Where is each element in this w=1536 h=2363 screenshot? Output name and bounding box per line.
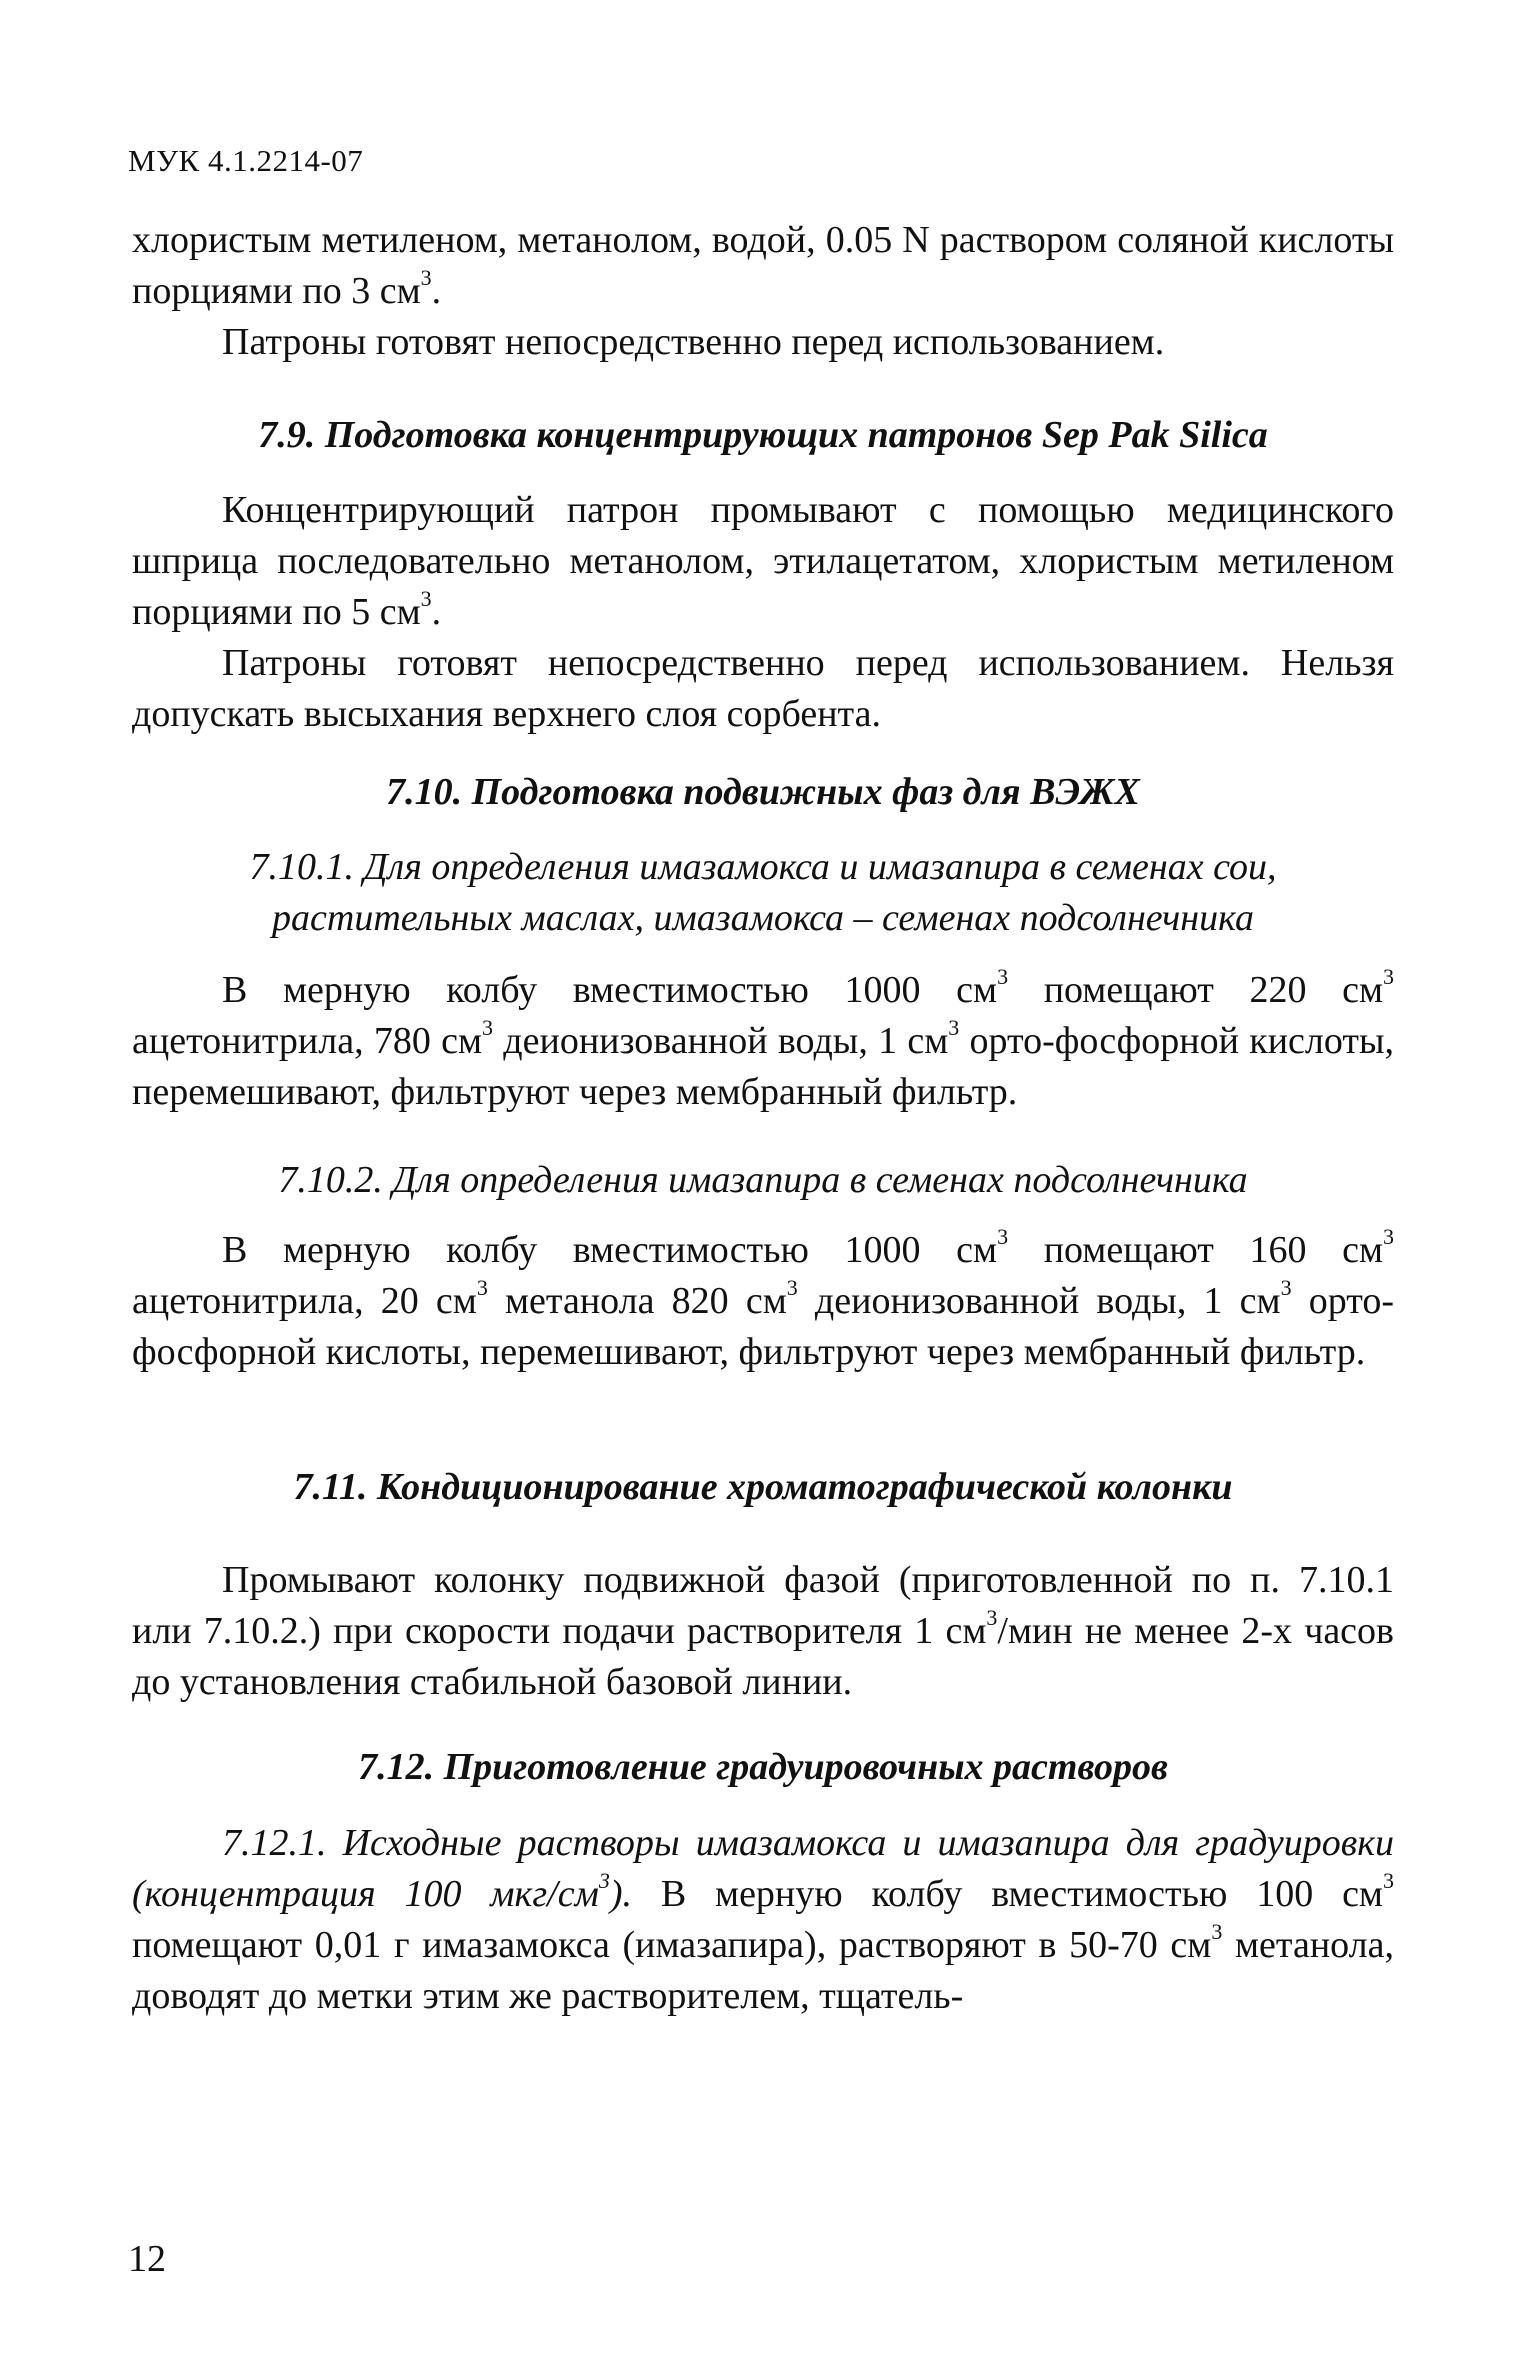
subsection-heading-7-10-1: [132, 842, 1394, 944]
paragraph-text: метанола 820 см: [487, 1280, 787, 1322]
superscript: 3: [598, 1868, 610, 1894]
paragraph-text: орто-фосфорной кислоты, перемешивают, фильтруют через мембранный фильтр.: [132, 1020, 1395, 1113]
paragraph-text: .: [431, 270, 442, 312]
section-heading-7-11: 7.11. Кондиционирование хроматографической колонки: [293, 1466, 1233, 1508]
paragraph-text: В мерную колбу вместимостью 1000 см: [222, 1229, 998, 1271]
superscript: 3: [420, 586, 432, 612]
paragraph-text: орто-фосфорной кислоты, перемешивают, фильтруют через мембранный фильтр.: [132, 1280, 1394, 1373]
inline-subheading: ).: [609, 1873, 632, 1915]
paragraph-text: Концентрирующий патрон промывают с помощью медицинского шприца последовательно метанолом, этилацетатом, хлористым метиленом порциями по 5 см: [132, 489, 1394, 633]
paragraph-text: метанола, доводят до метки этим же растворителем, тщатель-: [132, 1924, 1394, 2017]
section-heading-7-9: 7.9. Подготовка концентрирующих патронов Sep Pak Silica: [258, 414, 1268, 456]
paragraph-continuation: [132, 215, 1394, 368]
paragraph-text: хлористым метиленом, метанолом, водой, 0.05 N раствором соляной кислоты порциями по 3 см: [132, 219, 1394, 312]
paragraph-text: .: [431, 591, 442, 633]
superscript: 3: [1383, 1224, 1394, 1250]
paragraph-text: Патроны готовят непосредственно перед использованием.: [222, 321, 1165, 363]
paragraph-text: В мерную колбу вместимостью 1000 см: [222, 969, 998, 1011]
paragraph-text: Промывают колонку подвижной фазой (приготовленной по п. 7.10.1 или 7.10.2.) при скорости подачи растворителя 1 см: [132, 1559, 1394, 1652]
subheading-line: 7.10.1. Для определения имазамокса и имазапира в семенах сои,: [249, 846, 1277, 888]
inline-subheading: 7.12.1. Исходные растворы имазамокса и имазапира для градуировки (концентрация 100 мкг/см: [132, 1822, 1394, 1915]
paragraph-block: [132, 1225, 1394, 1378]
paragraph-text: деионизованной воды, 1 см: [797, 1280, 1281, 1322]
paragraph-text: деионизованной воды, 1 см: [493, 1020, 949, 1062]
paragraph-text: ацетонитрила, 780 см: [132, 1020, 483, 1062]
superscript: 3: [1382, 1868, 1394, 1894]
paragraph-text: помещают 160 см: [1008, 1229, 1383, 1271]
section-heading-7-12: 7.12. Приготовление градуировочных растворов: [358, 1746, 1168, 1788]
superscript: 3: [1211, 1919, 1223, 1945]
document-code-header: МУК 4.1.2214-07: [128, 143, 364, 178]
paragraph-block: [132, 1818, 1394, 2022]
paragraph-text: ацетонитрила, 20 см: [132, 1280, 477, 1322]
paragraph-text: В мерную колбу вместимостью 100 см: [631, 1873, 1383, 1915]
section-heading-7-10: 7.10. Подготовка подвижных фаз для ВЭЖХ: [386, 771, 1140, 813]
superscript: 3: [997, 964, 1009, 990]
superscript: 3: [420, 265, 432, 291]
paragraph-text: помещают 220 см: [1008, 969, 1383, 1011]
superscript: 3: [1280, 1275, 1292, 1301]
superscript: 3: [997, 1224, 1009, 1250]
paragraph-text: Патроны готовят непосредственно перед использованием. Нельзя допускать высыхания верхнего слоя сорбента.: [132, 642, 1394, 735]
paragraph-block: [132, 1555, 1394, 1708]
paragraph-text: помещают 0,01 г имазамокса (имазапира), растворяют в 50-70 см: [132, 1924, 1212, 1966]
subheading-line: растительных маслах, имазамокса – семенах подсолнечника: [272, 897, 1254, 939]
superscript: 3: [1383, 964, 1394, 990]
subsection-heading-7-10-2: 7.10.2. Для определения имазапира в семенах подсолнечника: [278, 1159, 1248, 1201]
superscript: 3: [986, 1605, 998, 1631]
paragraph-text: /мин не менее 2-х часов до установления стабильной базовой линии.: [132, 1610, 1394, 1703]
superscript: 3: [786, 1275, 798, 1301]
superscript: 3: [482, 1015, 494, 1041]
paragraph-block: [132, 485, 1394, 740]
superscript: 3: [476, 1275, 488, 1301]
page-number: 12: [128, 2238, 166, 2280]
paragraph-block: [132, 965, 1394, 1118]
superscript: 3: [948, 1015, 960, 1041]
